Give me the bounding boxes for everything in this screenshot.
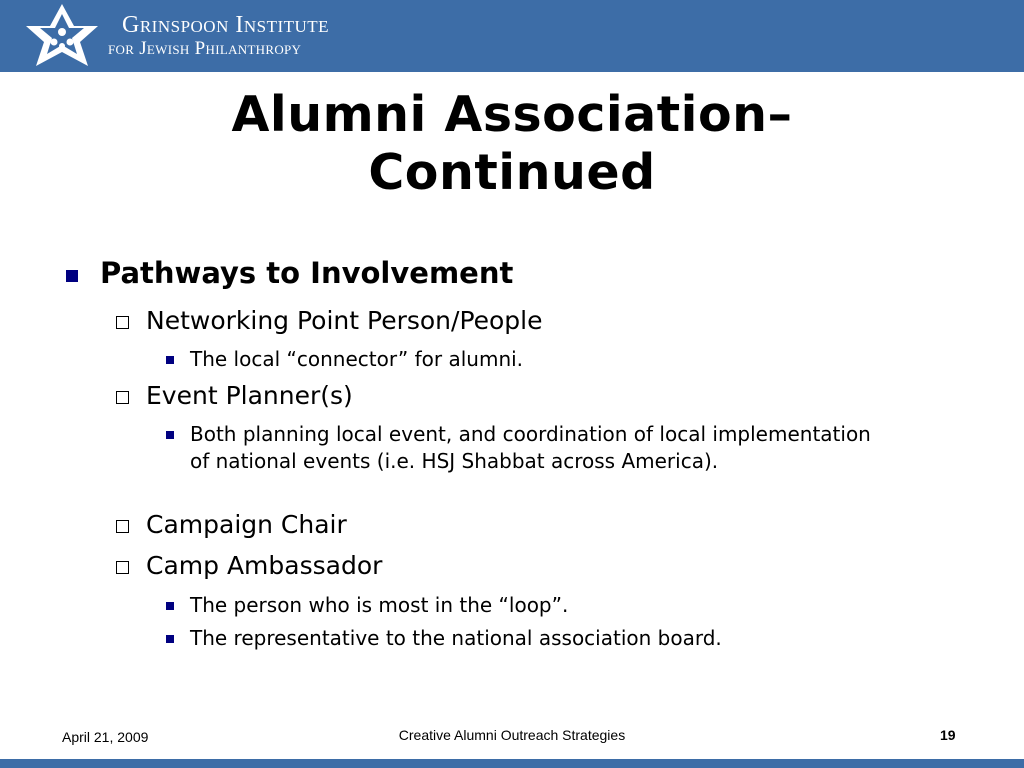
org-name-line1: Grinspoon Institute bbox=[122, 12, 330, 38]
main-bullet-label: Pathways to Involvement bbox=[100, 256, 514, 290]
footer-title: Creative Alumni Outreach Strategies bbox=[398, 727, 626, 743]
sub-list-item-text: The local “connector” for alumni. bbox=[190, 347, 524, 371]
square-bullet-icon bbox=[166, 431, 174, 439]
list-item-label: Networking Point Person/People bbox=[146, 306, 543, 335]
sub-list-item-text: The representative to the national association board. bbox=[190, 626, 722, 650]
list-item-label: Campaign Chair bbox=[146, 510, 347, 539]
page-number: 19 bbox=[940, 727, 956, 743]
square-bullet-icon bbox=[166, 602, 174, 610]
bottom-bar bbox=[0, 759, 1024, 768]
checkbox-bullet-icon bbox=[116, 520, 129, 533]
footer-date: April 21, 2009 bbox=[62, 729, 149, 745]
checkbox-bullet-icon bbox=[116, 391, 129, 404]
slide-title-line1: Alumni Association– bbox=[231, 86, 793, 143]
square-bullet-icon bbox=[166, 635, 174, 643]
list-item-label: Event Planner(s) bbox=[146, 381, 353, 410]
sub-list-item-text: Both planning local event, and coordination of local implementation of national events (i.e. HSJ Shabbat across America). bbox=[190, 422, 871, 473]
slide-title-line2: Continued bbox=[368, 144, 656, 201]
list-item-label: Camp Ambassador bbox=[146, 551, 383, 580]
checkbox-bullet-icon bbox=[116, 316, 129, 329]
square-bullet-icon bbox=[66, 270, 78, 282]
sub-list-item-text: The person who is most in the “loop”. bbox=[190, 593, 569, 617]
checkbox-bullet-icon bbox=[116, 561, 129, 574]
org-name-line2: for Jewish Philanthropy bbox=[108, 38, 302, 59]
square-bullet-icon bbox=[166, 356, 174, 364]
